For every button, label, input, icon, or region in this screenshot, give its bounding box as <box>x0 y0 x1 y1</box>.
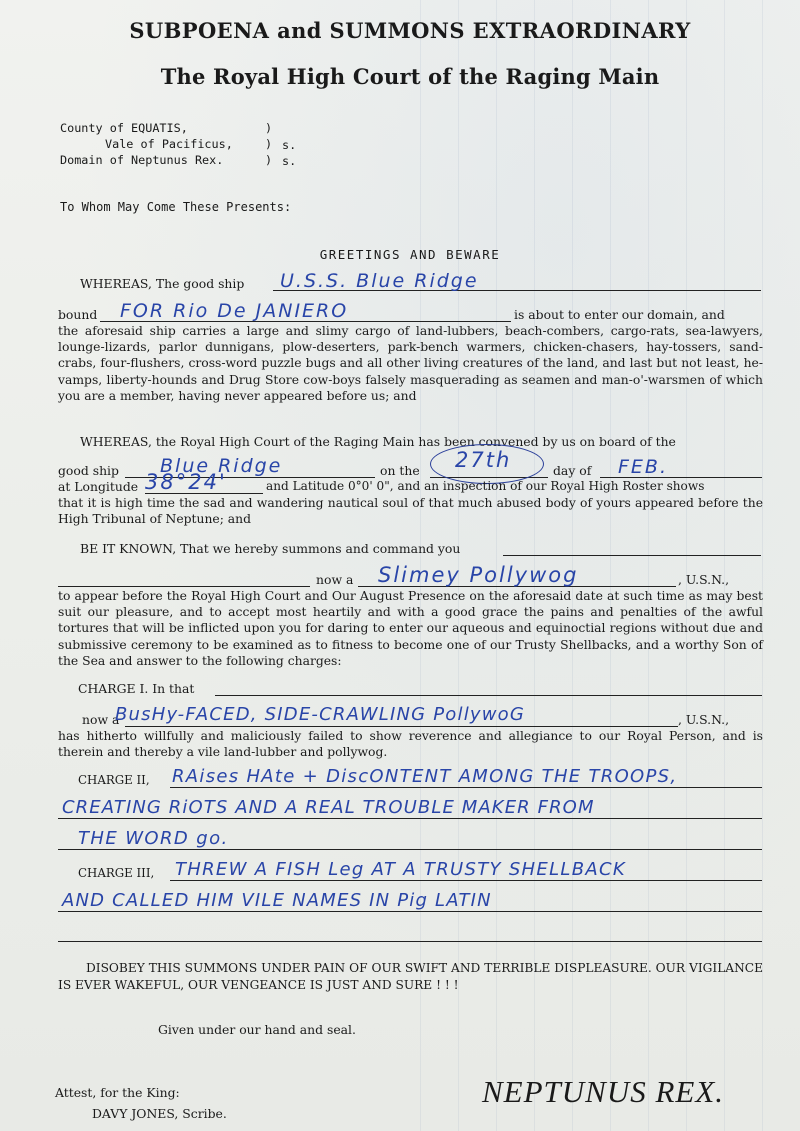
charge2-line-1 <box>170 787 762 788</box>
paren: ) <box>265 137 273 151</box>
charge3-line-2 <box>58 911 762 912</box>
domain-line: Domain of Neptunus Rex. <box>60 153 224 167</box>
attest-label: Attest, for the King: <box>55 1085 180 1100</box>
day-handwritten: 27th <box>455 448 512 472</box>
status-handwritten: Slimey Pollywog <box>378 563 579 587</box>
name-field-line <box>503 555 761 556</box>
now-a-label: now a <box>316 572 354 587</box>
good-ship-label: good ship <box>58 463 119 478</box>
charge3-label: CHARGE III, <box>78 866 155 880</box>
charge3-line-1 <box>170 880 762 881</box>
given-under-seal: Given under our hand and seal. <box>158 1022 356 1037</box>
charge1-now-a: now a <box>82 712 120 727</box>
usn-label: , U.S.N., <box>678 572 730 587</box>
latitude-rest: and Latitude 0°0' 0", and an inspection of our Royal High Roster shows <box>266 479 705 493</box>
whereas2-lead: WHEREAS, the Royal High Court of the Raging Main has been convened by us on board of the <box>80 434 676 449</box>
name-continued-line <box>58 586 310 587</box>
salutation: To Whom May Come These Presents: <box>60 200 292 214</box>
month-handwritten: FEB. <box>618 456 669 478</box>
scribe-name: DAVY JONES, Scribe. <box>92 1106 227 1121</box>
charge3-line-3 <box>58 941 762 942</box>
be-it-known-lead: BE IT KNOWN, That we hereby summons and command you <box>80 541 461 556</box>
charge1-handwritten: BusHy-FACED, SIDE-CRAWLING PollywoG <box>115 704 526 725</box>
warning-text: DISOBEY THIS SUMMONS UNDER PAIN OF OUR SWIFT AND TERRIBLE DISPLEASURE. OUR VIGILANCE IS EVER WAKEFUL, OUR VENGEANCE IS JUST AND SURE ! ! ! <box>58 961 763 992</box>
whereas1-lead: WHEREAS, The good ship <box>80 276 245 291</box>
ship-name-handwritten: U.S.S. Blue Ridge <box>280 270 479 292</box>
longitude-handwritten: 38°24' <box>145 470 227 494</box>
charge1-label: CHARGE I. In that <box>78 681 195 696</box>
greeting: GREETINGS AND BEWARE <box>319 247 501 262</box>
longitude-label: at Longitude <box>58 479 139 494</box>
charge3-text-1: THREW A FISH Leg AT A TRUSTY SHELLBACK <box>175 859 626 880</box>
be-it-known-body: to appear before the Royal High Court and Our August Presence on the aforesaid date at such time as may best suit our pleasure, and to accept most heartily and with a good grace the pains and penalties of the awful tortures that will be inflicted upon you for daring to enter our aqueous and equinoctial regions without due and submissive ceremony to be examined as to fitness to become one of our Trusty Shellbacks, and a worthy Son of the Sea and answer to the following charges: <box>58 589 763 668</box>
venue-block <box>60 120 297 168</box>
charge1-value-line <box>125 726 678 727</box>
ss-mark: s. s. <box>282 138 297 168</box>
charge1-usn: , U.S.N., <box>678 712 730 727</box>
paren: ) <box>265 121 273 135</box>
charge1-body: has hitherto willfully and maliciously failed to show reverence and allegiance to our Royal Person, and is therein and thereby a vile land-lubber and pollywog. <box>58 729 763 760</box>
bound-label: bound <box>58 307 98 322</box>
charge2-text-2: CREATING RiOTS AND A REAL TROUBLE MAKER FROM <box>62 797 595 818</box>
charge1-field-line <box>215 695 762 696</box>
charge2-line-3 <box>58 849 762 850</box>
ship2-handwritten: Blue Ridge <box>160 455 283 477</box>
vale-line: Vale of Pacificus, <box>105 137 233 151</box>
charge2-text-3: THE WORD go. <box>78 828 229 849</box>
court-name: The Royal High Court of the Raging Main <box>160 64 660 89</box>
on-the-label: on the <box>380 463 420 478</box>
charge3-text-2: AND CALLED HIM VILE NAMES IN Pig LATIN <box>62 890 492 911</box>
paren: ) <box>265 153 273 167</box>
neptunus-rex-signature: NEPTUNUS REX. <box>482 1074 725 1109</box>
charge2-label: CHARGE II, <box>78 773 150 787</box>
whereas2-body: that it is high time the sad and wandering nautical soul of that much abused body of yours appeared before the High Tribunal of Neptune; and <box>58 496 763 527</box>
county-line: County of EQUATIS, <box>60 121 188 135</box>
document-title: SUBPOENA and SUMMONS EXTRAORDINARY <box>129 18 691 43</box>
destination-handwritten: FOR Rio De JANIERO <box>120 300 349 322</box>
day-of-label: day of <box>553 463 592 478</box>
charge2-line-2 <box>58 818 762 819</box>
whereas1-body: the aforesaid ship carries a large and slimy cargo of land-lubbers, beach-combers, cargo-rats, sea-lawyers, lounge-lizards, parlor dunnigans, plow-deserters, park-bench warmers, chicken-chasers, hay-tossers, sand-crabs, four-flushers, cross-word puzzle bugs and all other living creatures of the land, and last but not least, he-vamps, liberty-hounds and Drug Store cow-boys falsely masquerading as seamen and man-o'-warsmen of which you are a member, having never appeared before us; and <box>58 324 763 403</box>
charge2-text-1: RAises HAte + DiscONTENT AMONG THE TROOPS, <box>172 766 678 787</box>
whereas1-tail: is about to enter our domain, and <box>514 307 725 322</box>
